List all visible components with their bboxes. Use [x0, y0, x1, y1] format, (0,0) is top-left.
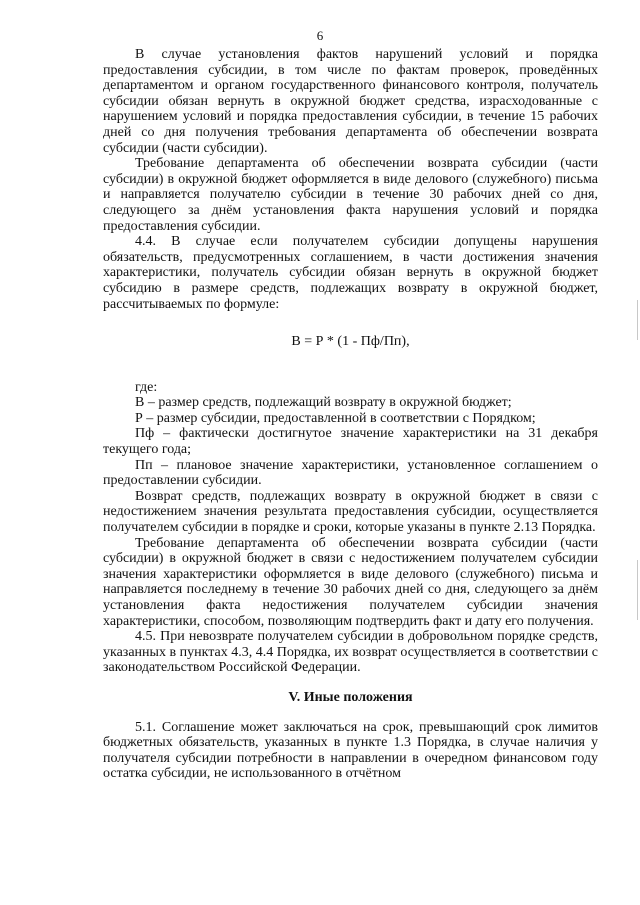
page-number: 6	[316, 28, 324, 43]
paragraph-where: где:	[135, 379, 158, 395]
definition-v: В – размер средств, подлежащий возврату в окружной бюджет;	[135, 395, 512, 411]
paragraph: В случае установления фактов нарушений условий и порядка предоставления субсидии, в том числе по фактам проверок, проведённых департаментом и органом государственного финансового контроля, получатель субсидии обязан вернуть в окружной бюджет средства, израсходованные с нарушением условий и порядка предоставления субсидии, в течение 15 рабочих дней со дня получения требования департамента об обеспечении возврата субсидии (части субсидии).	[103, 47, 598, 156]
definition-pf: Пф – фактически достигнутое значение характеристики на 31 декабря текущего года;	[103, 426, 598, 458]
scan-edge-mark	[637, 300, 638, 340]
definition-pp: Пп – плановое значение характеристики, установленное соглашением о предоставлении субсидии.	[103, 457, 598, 489]
paragraph: Требование департамента об обеспечении возврата субсидии (части субсидии) в окружной бюджет в связи с недостижением получателем субсидии значения характеристики оформляется в виде делового (служебного) письма и направляется последнему в течение 30 рабочих дней со дня, следующего за днём установления факта недостижения получателем субсидии значения характеристики, способом, позволяющим подтвердить факт и дату его получения.	[103, 535, 598, 629]
paragraph-4-4: 4.4. В случае если получателем субсидии допущены нарушения обязательств, предусмотренных соглашением, в части достижения значения характеристики, получатель субсидии обязан вернуть в окружной бюджет субсидию в размере средств, подлежащих возврату в окружной бюджет, рассчитываемых по формуле:	[103, 234, 598, 312]
section-heading: V. Иные положения	[288, 689, 413, 705]
document-body	[103, 47, 598, 782]
formula: В = Р * (1 - Пф/Пп),	[291, 334, 410, 350]
scan-edge-mark	[637, 560, 638, 620]
paragraph: Требование департамента об обеспечении возврата субсидии (части субсидии) в окружной бюджет оформляется в виде делового (служебного) письма и направляется получателю субсидии в течение 30 рабочих дней со дня, следующего за днём установления факта нарушения условий и порядка предоставления субсидии.	[103, 156, 598, 234]
definition-r: Р – размер субсидии, предоставленной в соответствии с Порядком;	[135, 410, 536, 426]
paragraph-5-1: 5.1. Соглашение может заключаться на срок, превышающий срок лимитов бюджетных обязательств, указанных в пункте 1.3 Порядка, в случае наличия у получателя субсидии потребности в направлении в очередном финансовом году остатка субсидии, не использованного в отчётном	[103, 719, 598, 782]
paragraph: Возврат средств, подлежащих возврату в окружной бюджет в связи с недостижением значения результата предоставления субсидии, осуществляется получателем субсидии в порядке и сроки, которые указаны в пункте 2.13 Порядка.	[103, 488, 598, 536]
paragraph-4-5: 4.5. При невозврате получателем субсидии в добровольном порядке средств, указанных в пунктах 4.3, 4.4 Порядка, их возврат осуществляется в соответствии с законодательством Российской Федерации.	[103, 629, 598, 676]
